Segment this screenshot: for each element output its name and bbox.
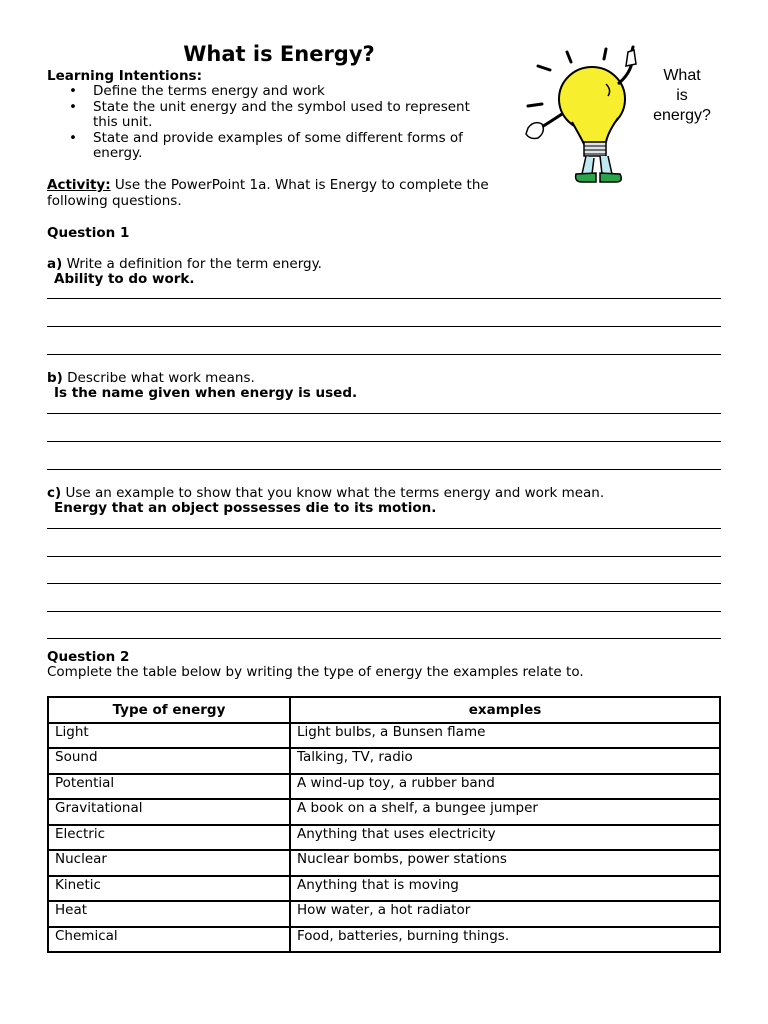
learning-intentions-heading: Learning Intentions:: [47, 68, 202, 84]
answer-line: [47, 469, 721, 470]
question-1c-text: Use an example to show that you know what the terms energy and work mean.: [61, 485, 605, 501]
question-1c-prompt: [47, 485, 604, 501]
question-1-heading: Question 1: [47, 225, 130, 241]
list-item: • State and provide examples of some different forms of energy.: [47, 131, 497, 162]
energy-type-cell: Sound: [48, 748, 290, 774]
table-row: [48, 723, 720, 749]
examples-cell: Anything that is moving: [290, 876, 720, 902]
energy-types-table: [47, 696, 721, 953]
table-row: [48, 901, 720, 927]
activity-paragraph: [47, 178, 497, 209]
question-1c-answer: Energy that an object possesses die to its motion.: [54, 500, 437, 516]
examples-cell: Nuclear bombs, power stations: [290, 850, 720, 876]
answer-line: [47, 528, 721, 529]
answer-line: [47, 326, 721, 327]
page-title: What is Energy?: [183, 42, 375, 66]
table-row: [48, 774, 720, 800]
answer-line: [47, 583, 721, 584]
examples-cell: How water, a hot radiator: [290, 901, 720, 927]
energy-type-cell: Heat: [48, 901, 290, 927]
energy-type-cell: Potential: [48, 774, 290, 800]
table-row: [48, 748, 720, 774]
energy-type-cell: Nuclear: [48, 850, 290, 876]
examples-cell: Food, batteries, burning things.: [290, 927, 720, 953]
energy-type-cell: Kinetic: [48, 876, 290, 902]
activity-label: Activity:: [47, 177, 111, 193]
answer-line: [47, 298, 721, 299]
energy-type-cell: Light: [48, 723, 290, 749]
question-1c-prefix: c): [47, 485, 62, 501]
table-header-row: [48, 697, 720, 723]
table-row: [48, 876, 720, 902]
lightbulb-character-illustration: [520, 44, 730, 189]
examples-cell: A wind-up toy, a rubber band: [290, 774, 720, 800]
question-1a-text: Write a definition for the term energy.: [62, 256, 322, 272]
clipart-caption-line: is: [676, 87, 688, 104]
column-header-type: Type of energy: [48, 697, 290, 723]
clipart-caption-line: What: [663, 67, 701, 84]
table-row: [48, 825, 720, 851]
table-row: [48, 799, 720, 825]
examples-cell: Talking, TV, radio: [290, 748, 720, 774]
examples-cell: A book on a shelf, a bungee jumper: [290, 799, 720, 825]
energy-type-cell: Electric: [48, 825, 290, 851]
table-row: [48, 927, 720, 953]
energy-type-cell: Gravitational: [48, 799, 290, 825]
energy-type-cell: Chemical: [48, 927, 290, 953]
question-1b-answer: Is the name given when energy is used.: [54, 385, 358, 401]
question-1a-answer: Ability to do work.: [54, 271, 195, 287]
column-header-examples: examples: [290, 697, 720, 723]
list-item: • Define the terms energy and work: [47, 84, 497, 100]
question-2-instructions: Complete the table below by writing the type of energy the examples relate to.: [47, 664, 584, 680]
question-1b-prefix: b): [47, 370, 63, 386]
answer-line: [47, 413, 721, 414]
table-row: [48, 850, 720, 876]
question-1a-prefix: a): [47, 256, 63, 272]
answer-line: [47, 638, 721, 639]
answer-line: [47, 556, 721, 557]
question-1b-text: Describe what work means.: [62, 370, 255, 386]
question-1b-prompt: [47, 370, 255, 386]
answer-line: [47, 354, 721, 355]
examples-cell: Light bulbs, a Bunsen flame: [290, 723, 720, 749]
learning-intentions-list: [47, 84, 497, 162]
question-1a-prompt: [47, 256, 322, 272]
question-2-heading: Question 2: [47, 649, 130, 665]
list-item: • State the unit energy and the symbol used to represent this unit.: [47, 100, 497, 131]
activity-text: Use the PowerPoint 1a. What is Energy to complete the following questions.: [47, 177, 489, 209]
answer-line: [47, 611, 721, 612]
answer-line: [47, 441, 721, 442]
clipart-caption-line: energy?: [653, 107, 711, 124]
examples-cell: Anything that uses electricity: [290, 825, 720, 851]
